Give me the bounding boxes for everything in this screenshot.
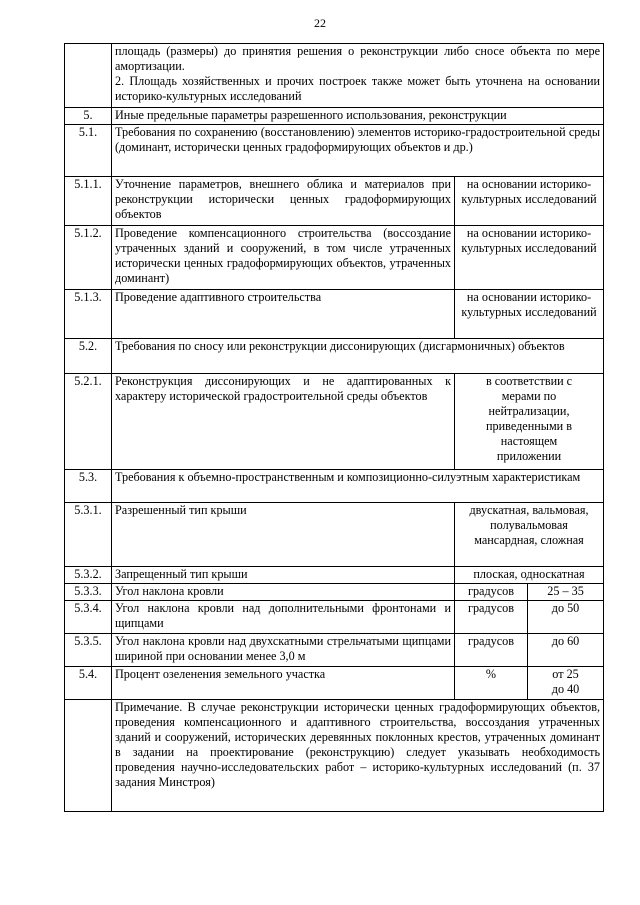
row-text: Проведение адаптивного строительства <box>112 290 455 339</box>
row-number <box>65 44 112 108</box>
table-row <box>65 125 604 177</box>
row-number: 5.3.1. <box>65 503 112 567</box>
row-text: Запрещенный тип крыши <box>112 567 455 584</box>
row-number <box>65 700 112 812</box>
row-unit: градусов <box>455 584 528 601</box>
table-row <box>65 634 604 667</box>
page-number: 22 <box>314 16 326 30</box>
table-row <box>65 177 604 226</box>
row-value: в соответствии с мерами по нейтрализации, приведенными в настоящем приложении <box>455 374 604 470</box>
table-row <box>65 503 604 567</box>
row-unit: градусов <box>455 634 528 667</box>
row-unit: % <box>455 667 528 700</box>
row-text: Процент озеленения земельного участка <box>112 667 455 700</box>
row-number: 5.2.1. <box>65 374 112 470</box>
row-number: 5.1.2. <box>65 226 112 290</box>
table-row <box>65 584 604 601</box>
row-value: двускатная, вальмовая, полувальмовая мансардная, сложная <box>455 503 604 567</box>
row-number: 5.1. <box>65 125 112 177</box>
row-number: 5.3.5. <box>65 634 112 667</box>
row-text: Угол наклона кровли над двухскатными стрельчатыми щипцами шириной при основании менее 3,0 м <box>112 634 455 667</box>
table-row <box>65 108 604 125</box>
row-number: 5.1.3. <box>65 290 112 339</box>
table-row <box>65 290 604 339</box>
row-text: Разрешенный тип крыши <box>112 503 455 567</box>
table-row <box>65 44 604 108</box>
table-row <box>65 667 604 700</box>
row-text: Реконструкция диссонирующих и не адаптированных к характеру исторической градостроительной среды объектов <box>112 374 455 470</box>
row-value: от 25 до 40 <box>528 667 604 700</box>
row-number: 5.1.1. <box>65 177 112 226</box>
table-row <box>65 601 604 634</box>
row-number: 5.4. <box>65 667 112 700</box>
row-text: Угол наклона кровли над дополнительными фронтонами и щипцами <box>112 601 455 634</box>
row-text: Требования по сохранению (восстановлению) элементов историко-градостроительной среды (доминант, исторически ценных градоформирующих объектов и др.) <box>112 125 604 177</box>
row-value: до 60 <box>528 634 604 667</box>
row-text <box>112 44 604 108</box>
row-unit: градусов <box>455 601 528 634</box>
row-text: Требования по сносу или реконструкции диссонирующих (дисгармоничных) объектов <box>112 339 604 374</box>
row-value: плоская, односкатная <box>455 567 604 584</box>
row-value: на основании историко-культурных исследований <box>455 226 604 290</box>
row-text: Проведение компенсационного строительства (воссоздание утраченных зданий и сооружений, в том числе утраченных исторически ценных градоформирующих объектов, утраченных доминант) <box>112 226 455 290</box>
row-text: Уточнение параметров, внешнего облика и материалов при реконструкции исторически ценных градоформирующих объектов <box>112 177 455 226</box>
row-number: 5.3.2. <box>65 567 112 584</box>
row-value: на основании историко-культурных исследований <box>455 290 604 339</box>
table-row <box>65 374 604 470</box>
row-text: Иные предельные параметры разрешенного использования, реконструкции <box>112 108 604 125</box>
regulations-table <box>64 43 604 812</box>
table-row <box>65 470 604 503</box>
table-row <box>65 567 604 584</box>
row-text: Угол наклона кровли <box>112 584 455 601</box>
row-number: 5.3.3. <box>65 584 112 601</box>
row-text-part: площадь (размеры) до принятия решения о реконструкции либо сносе объекта по мере амортизации. <box>115 44 601 73</box>
table-row <box>65 226 604 290</box>
row-value: до 50 <box>528 601 604 634</box>
row-number: 5. <box>65 108 112 125</box>
row-text: Требования к объемно-пространственным и композиционно-силуэтным характеристикам <box>112 470 604 503</box>
row-value: на основании историко-культурных исследований <box>455 177 604 226</box>
row-number: 5.3. <box>65 470 112 503</box>
table-row <box>65 339 604 374</box>
table-row <box>65 700 604 812</box>
row-number: 5.3.4. <box>65 601 112 634</box>
note-text: Примечание. В случае реконструкции исторически ценных градоформирующих объектов, проведения компенсационного и адаптивного строительства, воссоздания утраченных зданий и сооружений, исторических деревянных поклонных крестов, утраченных доминант в задании на проектирование (реконструкцию) следует указывать необходимость проведения научно-исследовательских работ – историко-культурных исследований (п. 37 задания Минстроя) <box>112 700 604 812</box>
row-number: 5.2. <box>65 339 112 374</box>
row-value: 25 – 35 <box>528 584 604 601</box>
row-text-part: 2. Площадь хозяйственных и прочих построек также может быть уточнена на основании историко-культурных исследований <box>115 74 601 103</box>
